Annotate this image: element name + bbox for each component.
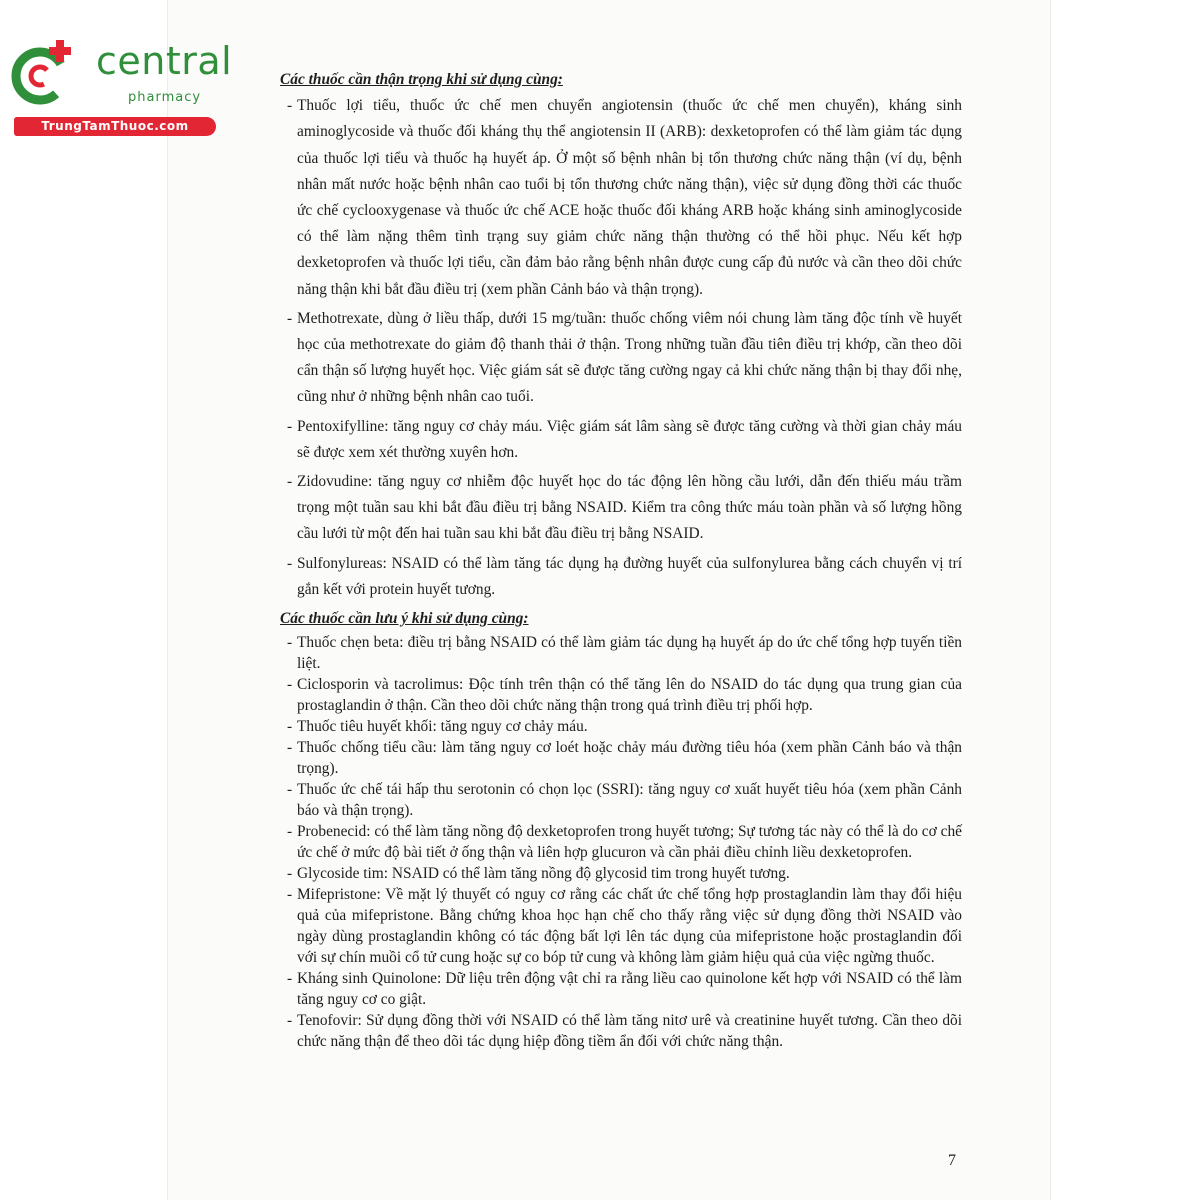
list-item: - Thuốc chống tiểu cầu: làm tăng nguy cơ loét hoặc chảy máu đường tiêu hóa (xem phần Cảnh báo và thận trọng).: [280, 737, 962, 779]
document-content: [280, 67, 962, 1052]
caution-drug-list: [280, 93, 962, 603]
list-item: - Glycoside tim: NSAID có thể làm tăng nồng độ glycosid tim trong huyết tương.: [280, 863, 962, 884]
central-logo-icon: [10, 38, 80, 108]
logo-name: central: [96, 39, 233, 83]
list-item: - Pentoxifylline: tăng nguy cơ chảy máu. Việc giám sát lâm sàng sẽ được tăng cường và thời gian chảy máu sẽ được xem xét thường xuyên hơn.: [280, 414, 962, 466]
list-item: - Thuốc chẹn beta: điều trị bằng NSAID có thể làm giảm tác dụng hạ huyết áp do ức chế tổng hợp tuyến tiền liệt.: [280, 632, 962, 674]
page-number: 7: [948, 1152, 956, 1169]
list-item: - Thuốc tiêu huyết khối: tăng nguy cơ chảy máu.: [280, 716, 962, 737]
list-item: - Methotrexate, dùng ở liều thấp, dưới 15 mg/tuần: thuốc chống viêm nói chung làm tăng độc tính về huyết học của methotrexate do giảm độ thanh thải ở thận. Trong những tuần đầu tiên điều trị khớp, cần theo dõi cẩn thận số lượng huyết học. Việc giám sát sẽ được tăng cường ngay cả khi chức năng thận bị thay đổi nhẹ, cũng như ở những bệnh nhân cao tuổi.: [280, 306, 962, 411]
logo-subtitle: pharmacy: [128, 90, 202, 105]
list-item: - Thuốc lợi tiểu, thuốc ức chế men chuyển angiotensin (thuốc ức chế men chuyển), kháng sinh aminoglycoside và thuốc đối kháng thụ thể angiotensin II (ARB): dexketoprofen có thể làm giảm tác dụng của thuốc lợi tiểu và thuốc hạ huyết áp. Ở một số bệnh nhân bị tổn thương chức năng thận (ví dụ, bệnh nhân mất nước hoặc bệnh nhân cao tuổi bị tổn thương chức năng thận), việc sử dụng đồng thời các thuốc ức chế cyclooxygenase và thuốc ức chế ACE hoặc thuốc đối kháng ARB hoặc kháng sinh aminoglycoside có thể làm nặng thêm tình trạng suy giảm chức năng thận thường có thể hồi phục. Nếu kết hợp dexketoprofen và thuốc lợi tiểu, cần đảm bảo rằng bệnh nhân được cung cấp đủ nước và cần theo dõi chức năng thận khi bắt đầu điều trị (xem phần Cảnh báo và thận trọng).: [280, 93, 962, 303]
section-heading-note: Các thuốc cần lưu ý khi sử dụng cùng:: [280, 610, 529, 628]
central-pharmacy-logo: [10, 38, 233, 138]
note-drug-list: [280, 632, 962, 1052]
list-item: - Mifepristone: Về mặt lý thuyết có nguy cơ rằng các chất ức chế tổng hợp prostaglandin làm thay đổi hiệu quả của mifepristone. Bằng chứng khoa học hạn chế cho thấy rằng việc sử dụng đồng thời NSAID vào ngày dùng prostaglandin không có tác động bất lợi lên tác dụng của mifepristone hoặc prostaglandin đối với sự chín muồi cổ tử cung hoặc sự co bóp tử cung và không làm giảm hiệu quả của việc ngừng thuốc.: [280, 884, 962, 968]
list-item: - Zidovudine: tăng nguy cơ nhiễm độc huyết học do tác động lên hồng cầu lưới, dẫn đến thiếu máu trầm trọng một tuần sau khi bắt đầu điều trị bằng NSAID. Kiểm tra công thức máu toàn phần và số lượng hồng cầu lưới từ một đến hai tuần sau khi bắt đầu điều trị bằng NSAID.: [280, 469, 962, 548]
list-item: - Thuốc ức chế tái hấp thu serotonin có chọn lọc (SSRI): tăng nguy cơ xuất huyết tiêu hóa (xem phần Cảnh báo và thận trọng).: [280, 779, 962, 821]
list-item: - Sulfonylureas: NSAID có thể làm tăng tác dụng hạ đường huyết của sulfonylurea bằng cách chuyển vị trí gắn kết với protein huyết tương.: [280, 551, 962, 603]
list-item: - Kháng sinh Quinolone: Dữ liệu trên động vật chỉ ra rằng liều cao quinolone kết hợp với NSAID có thể làm tăng nguy cơ co giật.: [280, 968, 962, 1010]
logo-website: TrungTamThuoc.com: [14, 117, 216, 136]
section-heading-caution: Các thuốc cần thận trọng khi sử dụng cùng:: [280, 71, 563, 88]
list-item: - Probenecid: có thể làm tăng nồng độ dexketoprofen trong huyết tương; Sự tương tác này có thể là do cơ chế ức chế ở mức độ bài tiết ở ống thận và liên hợp glucuron và cần phải điều chỉnh liều dexketoprofen.: [280, 821, 962, 863]
list-item: - Ciclosporin và tacrolimus: Độc tính trên thận có thể tăng lên do NSAID do tác dụng qua trung gian của prostaglandin ở thận. Cần theo dõi chức năng thận trong quá trình điều trị phối hợp.: [280, 674, 962, 716]
list-item: - Tenofovir: Sử dụng đồng thời với NSAID có thể làm tăng nitơ urê và creatinine huyết tương. Cần theo dõi chức năng thận để theo dõi tác dụng hiệp đồng tiềm ẩn đối với chức năng thận.: [280, 1010, 962, 1052]
